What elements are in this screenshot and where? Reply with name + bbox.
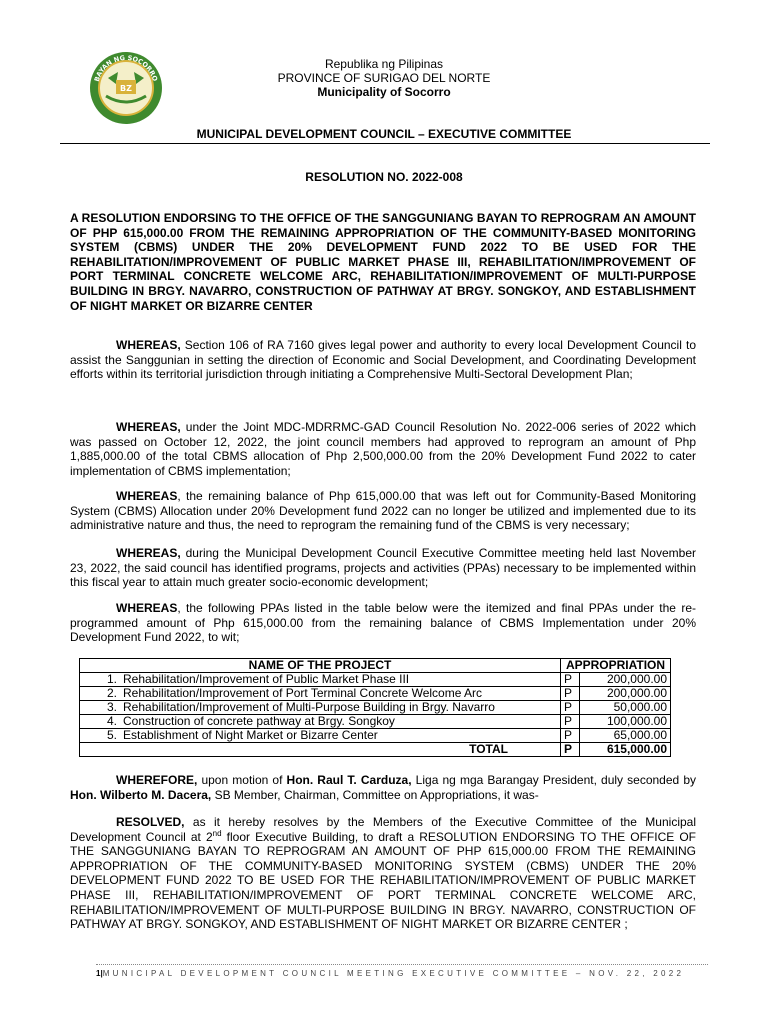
resolved-paragraph: [70, 815, 696, 932]
row-amount: 50,000.00: [580, 701, 671, 715]
row-number: 5.: [80, 729, 121, 743]
whereas-text: during the Municipal Development Council Executive Committee meeting held last November 23, 2022, the said council has identified programs, projects and activities (PPAs) necessary to be implemented within this fiscal year to attain much greater socio-economic development;: [70, 546, 696, 590]
row-currency: P: [561, 687, 580, 701]
wherefore-lead: WHEREFORE,: [116, 773, 198, 787]
row-project: Rehabilitation/Improvement of Public Market Phase III: [120, 673, 561, 687]
header-republic: Republika ng Pilipinas: [324, 57, 444, 71]
mover-name: Hon. Raul T. Carduza,: [286, 773, 412, 787]
table-row: [80, 701, 671, 715]
resolved-lead: RESOLVED,: [116, 815, 185, 829]
row-project: Construction of concrete pathway at Brgy. Songkoy: [120, 715, 561, 729]
total-currency: P: [561, 743, 580, 757]
wherefore-text: upon motion of: [197, 773, 287, 787]
resolution-title: A RESOLUTION ENDORSING TO THE OFFICE OF THE SANGGUNIANG BAYAN TO REPROGRAM AN AMOUNT OF PHP 615,000.00 FROM THE REMAINING APPROPRIATION OF THE COMMUNITY-BASED MONITORING SYSTEM (CBMS) UNDER THE 20% DEVELOPMENT FUND 2022 TO BE USED FOR THE REHABILITATION/IMPROVEMENT OF PUBLIC MARKET PHASE III, REHABILITATION/IMPROVEMENT OF PORT TERMINAL CONCRETE WELCOME ARC, REHABILITATION/IMPROVEMENT OF MULTI-PURPOSE BUILDING IN BRGY. NAVARRO, CONSTRUCTION OF PATHWAY AT BRGY. SONGKOY, AND ESTABLISHMENT OF NIGHT MARKET OR BIZARRE CENTER: [70, 211, 696, 313]
wherefore-paragraph: [70, 773, 696, 802]
row-project: Rehabilitation/Improvement of Port Terminal Concrete Welcome Arc: [120, 687, 561, 701]
resolved-text: as it hereby resolves by the Members of the Executive Committee of the Municipal Development Council at 2: [70, 815, 696, 844]
footer-separator: |: [100, 969, 103, 978]
footer-text: MUNICIPAL DEVELOPMENT COUNCIL MEETING EXECUTIVE COMMITTEE – NOV. 22, 2022: [102, 969, 685, 978]
row-currency: P: [561, 729, 580, 743]
whereas-lead: WHEREAS,: [116, 546, 181, 560]
whereas-text: Section 106 of RA 7160 gives legal power and authority to every local Development Council to assist the Sanggunian in setting the direction of Economic and Social Development, and Coordinating Development efforts within its territorial jurisdiction through initiating a Comprehensive Multi-Sectoral Development Plan;: [70, 338, 696, 382]
header-municipality: Municipality of Socorro: [317, 85, 451, 99]
seal-ring-text: BAYAN NG SOCORRO: [92, 53, 160, 83]
row-currency: P: [561, 715, 580, 729]
ppa-table: [79, 658, 671, 757]
whereas-paragraph-4: [70, 546, 696, 590]
whereas-lead: WHEREAS,: [116, 420, 181, 434]
seal-center-text: BZ: [120, 84, 132, 93]
table-row: [80, 729, 671, 743]
row-number: 2.: [80, 687, 121, 701]
whereas-paragraph-5: [70, 601, 696, 645]
wherefore-text: Liga ng mga Barangay President, duly seconded by: [411, 773, 696, 787]
wherefore-text: SB Member, Chairman, Committee on Appropriations, it was-: [211, 787, 539, 802]
whereas-paragraph-3: [70, 489, 696, 533]
row-amount: 65,000.00: [580, 729, 671, 743]
table-header-row: [80, 659, 671, 673]
row-amount: 200,000.00: [580, 687, 671, 701]
resolved-text: floor Executive Building, to draft a RESOLUTION ENDORSING TO THE OFFICE OF THE SANGGUNIANG BAYAN TO REPROGRAM AN AMOUNT OF PHP 615,000.00 FROM THE REMAINING APPROPRIATION OF THE COMMUNITY-BASED MONITORING SYSTEM (CBMS) UNDER THE 20% DEVELOPMENT FUND 2022 TO BE USED FOR THE REHABILITATION/IMPROVEMENT OF PUBLIC MARKET PHASE III, REHABILITATION/IMPROVEMENT OF PORT TERMINAL CONCRETE WELCOME ARC, REHABILITATION/IMPROVEMENT OF MULTI-PURPOSE BUILDING IN BRGY. NAVARRO, CONSTRUCTION OF PATHWAY AT BRGY. SONGKOY, AND ESTABLISHMENT OF NIGHT MARKET OR BIZARRE CENTER ;: [70, 829, 696, 932]
col-project-header: NAME OF THE PROJECT: [80, 659, 561, 673]
row-amount: 200,000.00: [580, 673, 671, 687]
table-row: [80, 687, 671, 701]
whereas-text: , the remaining balance of Php 615,000.00 that was left out for Community-Based Monitoring System (CBMS) Allocation under 20% Development fund 2022 can no longer be utilized and implemented due to its administrative nature and thus, the need to reprogram the remaining fund of the CBMS is very necessary;: [70, 489, 696, 533]
col-appropriation-header: APPROPRIATION: [561, 659, 671, 673]
row-amount: 100,000.00: [580, 715, 671, 729]
table-total-row: [80, 743, 671, 757]
whereas-paragraph-1: [70, 338, 696, 382]
footer-divider: [96, 964, 708, 965]
seconder-name: Hon. Wilberto M. Dacera,: [70, 787, 212, 802]
whereas-paragraph-2: [70, 420, 696, 478]
row-currency: P: [561, 701, 580, 715]
whereas-text: under the Joint MDC-MDRRMC-GAD Council Resolution No. 2022-006 series of 2022 which was passed on October 12, 2022, the joint council members had approved to reprogram an amount of Php 1,885,000.00 of the total CBMS allocation of Php 2,500,000.00 from the 20% Development Fund 2022 to cater implementation of CBMS implementation;: [70, 420, 696, 478]
council-title: MUNICIPAL DEVELOPMENT COUNCIL – EXECUTIVE COMMITTEE: [196, 127, 572, 141]
table-row: [80, 715, 671, 729]
row-number: 1.: [80, 673, 121, 687]
ordinal-suffix: nd: [212, 828, 222, 838]
whereas-lead: WHEREAS,: [116, 338, 181, 352]
row-project: Establishment of Night Market or Bizarre Center: [120, 729, 561, 743]
header-province: PROVINCE OF SURIGAO DEL NORTE: [277, 71, 491, 85]
whereas-text: , the following PPAs listed in the table below were the itemized and final PPAs under the re-programmed amount of Php 615,000.00 from the remaining balance of CBMS Implementation under 20% Development Fund 2022, to wit;: [70, 601, 696, 645]
whereas-lead: WHEREAS: [116, 489, 178, 503]
row-number: 3.: [80, 701, 121, 715]
row-project: Rehabilitation/Improvement of Multi-Purpose Building in Brgy. Navarro: [120, 701, 561, 715]
row-currency: P: [561, 673, 580, 687]
header-divider: [60, 143, 710, 144]
total-amount: 615,000.00: [580, 743, 671, 757]
resolution-number: RESOLUTION NO. 2022-008: [305, 170, 463, 184]
table-row: [80, 673, 671, 687]
total-label: TOTAL: [80, 743, 561, 757]
whereas-lead: WHEREAS: [116, 601, 178, 615]
row-number: 4.: [80, 715, 121, 729]
page-footer: [96, 969, 708, 978]
page-number: 1: [96, 969, 101, 978]
